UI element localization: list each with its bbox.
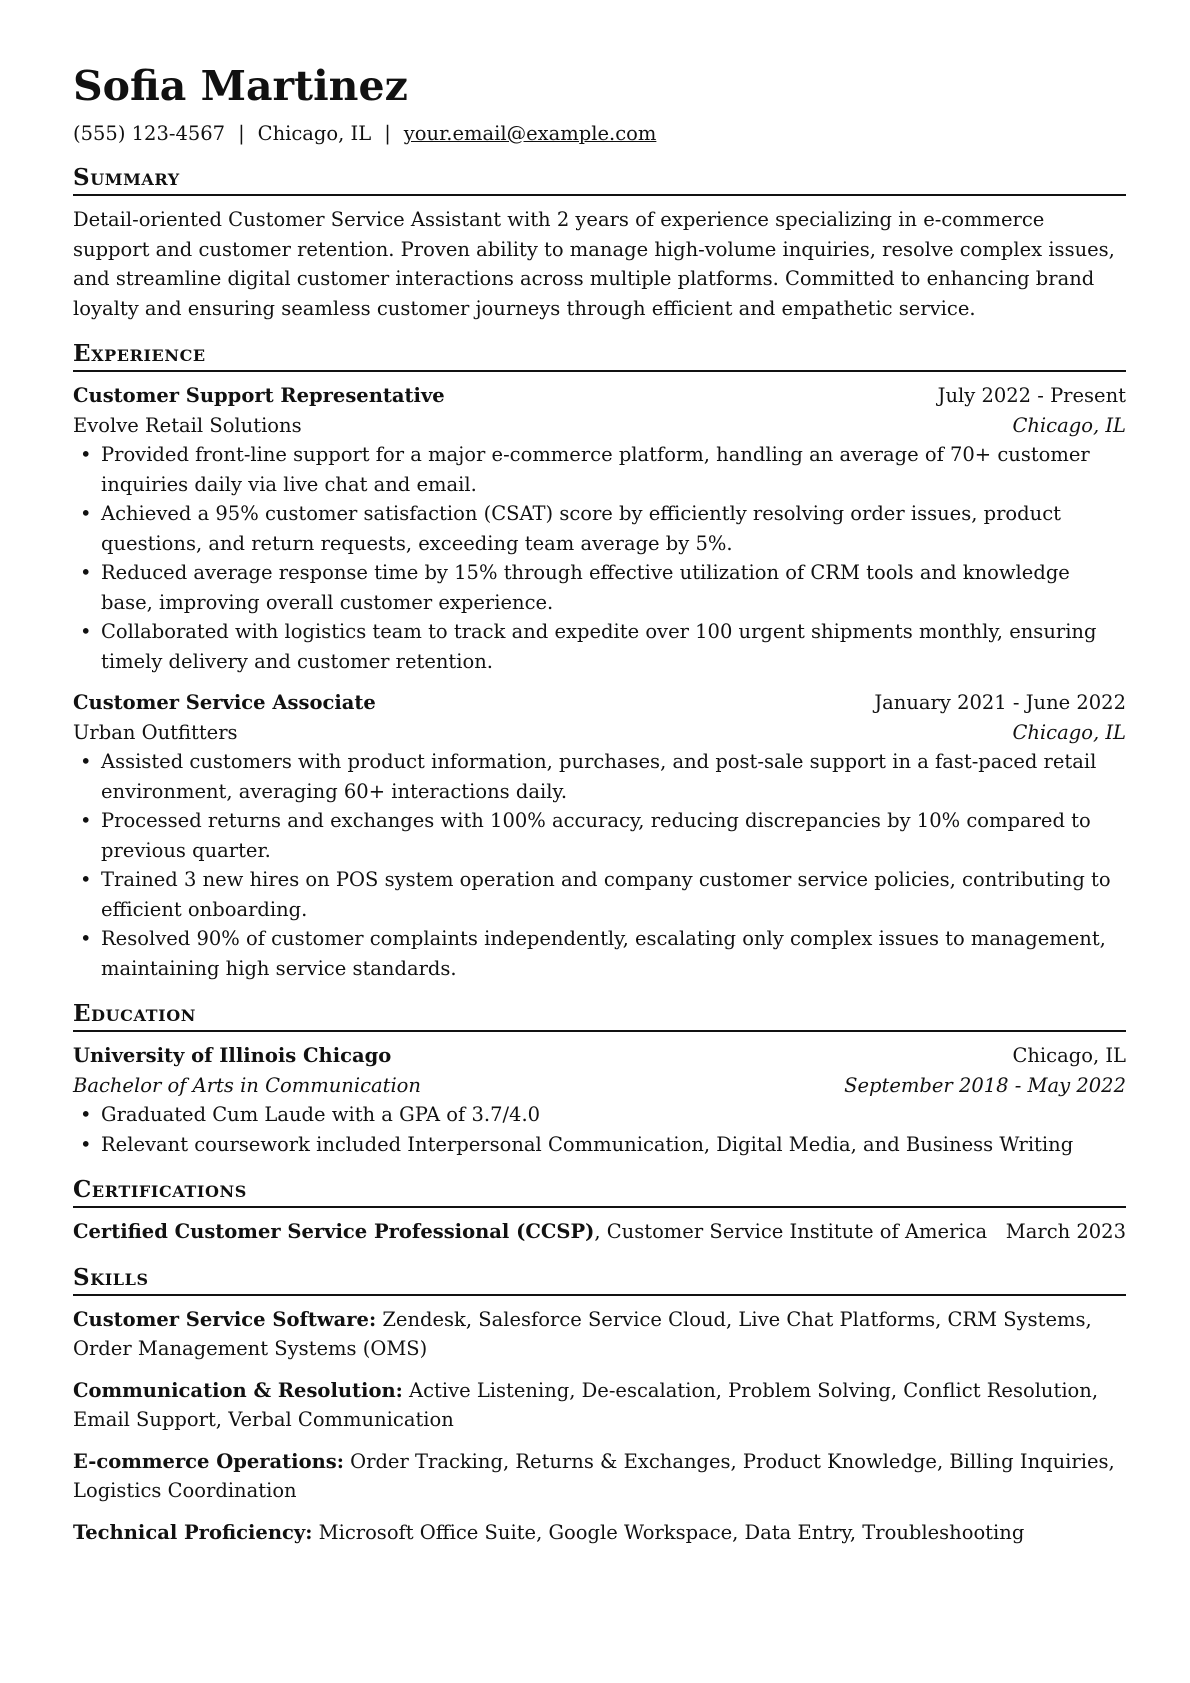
bullet-text: Graduated Cum Laude with a GPA of 3.7/4.0 [101, 1103, 541, 1126]
education-dates: September 2018 - May 2022 [844, 1073, 1126, 1097]
list-item [73, 617, 1126, 676]
bullet-icon: • [80, 1132, 92, 1156]
school-name: University of Illinois Chicago [73, 1044, 392, 1067]
bullet-icon: • [80, 1103, 92, 1126]
skill-group [73, 1305, 1126, 1364]
bullet-text: Relevant coursework included Interpersonal Communication, Digital Media, and Business Writing [101, 1132, 1074, 1156]
degree: Bachelor of Arts in Communication [73, 1073, 421, 1097]
list-item [73, 1130, 1126, 1160]
bullet-icon: • [80, 620, 92, 643]
job-role: Customer Support Representative [73, 384, 445, 407]
location: Chicago, IL [257, 122, 372, 145]
job-entry [73, 381, 1126, 676]
job-company: Urban Outfitters [73, 720, 238, 744]
list-item [73, 440, 1126, 499]
section-title-certifications: Certifications [73, 1176, 1126, 1208]
skill-values: Microsoft Office Suite, Google Workspace, Data Entry, Troubleshooting [312, 1520, 1025, 1544]
bullet-text: Trained 3 new hires on POS system operation and company customer service policies, contributing to efficient onboarding. [101, 868, 1111, 921]
job-entry [73, 688, 1126, 983]
email-link[interactable]: your.email@example.com [403, 122, 657, 145]
list-item [73, 865, 1126, 924]
bullet-icon: • [80, 561, 92, 584]
job-company: Evolve Retail Solutions [73, 413, 302, 437]
certification-item [73, 1217, 1126, 1247]
bullet-text: Processed returns and exchanges with 100% accuracy, reducing discrepancies by 10% compared to previous quarter. [101, 809, 1091, 862]
job-location: Chicago, IL [1012, 720, 1126, 744]
summary-section [73, 164, 1126, 323]
list-item [73, 1100, 1126, 1130]
bullet-icon: • [80, 809, 92, 832]
list-item [73, 806, 1126, 865]
section-title-summary: Summary [73, 164, 1126, 196]
skill-group [73, 1447, 1126, 1506]
skill-values: Zendesk, Salesforce Service Cloud, Live Chat Platforms, CRM Systems, Order Management Systems (OMS) [73, 1307, 1092, 1360]
skill-label: Customer Service Software: [73, 1307, 377, 1331]
job-dates: July 2022 - Present [937, 384, 1126, 407]
phone: (555) 123-4567 [73, 122, 226, 145]
list-item [73, 924, 1126, 983]
certification-issuer: , Customer Service Institute of America [594, 1220, 988, 1243]
skill-values: Active Listening, De-escalation, Problem Solving, Conflict Resolution, Email Support, Verbal Communication [73, 1378, 1099, 1431]
summary-text: Detail-oriented Customer Service Assistant with 2 years of experience specializing in e-commerce support and customer retention. Proven ability to manage high-volume inquiries, resolve complex issues, and streamline digital customer interactions across multiple platforms. Committed to enhancing brand loyalty and ensuring seamless customer journeys through efficient and empathetic service. [73, 208, 1115, 320]
section-title-experience: Experience [73, 340, 1126, 372]
separator: | [238, 122, 245, 145]
job-role: Customer Service Associate [73, 691, 376, 714]
bullet-text: Resolved 90% of customer complaints independently, escalating only complex issues to management, maintaining high service standards. [101, 927, 1106, 980]
school-location: Chicago, IL [1012, 1044, 1126, 1067]
candidate-name: Sofia Martinez [73, 62, 408, 110]
separator: | [384, 122, 391, 145]
bullet-icon: • [80, 868, 92, 891]
list-item [73, 499, 1126, 558]
list-item [73, 747, 1126, 806]
skill-values: Order Tracking, Returns & Exchanges, Product Knowledge, Billing Inquiries, Logistics Coordination [73, 1449, 1115, 1502]
skill-label: Technical Proficiency: [73, 1520, 313, 1544]
section-title-skills: Skills [73, 1264, 1126, 1296]
job-dates: January 2021 - June 2022 [874, 691, 1126, 714]
skills-section [73, 1264, 1126, 1548]
skill-group [73, 1376, 1126, 1435]
certification-date: March 2023 [1005, 1220, 1126, 1243]
bullet-icon: • [80, 927, 92, 950]
bullet-text: Collaborated with logistics team to track and expedite over 100 urgent shipments monthly, ensuring timely delivery and customer retention. [101, 620, 1097, 673]
experience-section [73, 340, 1126, 983]
education-section [73, 1000, 1126, 1159]
bullet-icon: • [80, 443, 92, 466]
bullet-text: Provided front-line support for a major e-commerce platform, handling an average of 70+ customer inquiries daily via live chat and email. [101, 443, 1090, 496]
section-title-education: Education [73, 1000, 1126, 1032]
certification-name: Certified Customer Service Professional (CCSP) [73, 1220, 595, 1243]
job-location: Chicago, IL [1012, 413, 1126, 437]
bullet-icon: • [80, 750, 92, 773]
list-item [73, 558, 1126, 617]
bullet-text: Reduced average response time by 15% through effective utilization of CRM tools and knowledge base, improving overall customer experience. [101, 561, 1070, 614]
skill-label: E-commerce Operations: [73, 1449, 344, 1473]
skill-label: Communication & Resolution: [73, 1378, 403, 1402]
certifications-section [73, 1176, 1126, 1247]
bullet-text: Assisted customers with product information, purchases, and post-sale support in a fast-paced retail environment, averaging 60+ interactions daily. [101, 750, 1097, 803]
bullet-icon: • [80, 502, 92, 525]
resume-page [73, 62, 1126, 1559]
bullet-text: Achieved a 95% customer satisfaction (CSAT) score by efficiently resolving order issues, product questions, and return requests, exceeding team average by 5%. [101, 502, 1061, 555]
skill-group [73, 1518, 1126, 1548]
contact-line [73, 121, 1126, 147]
